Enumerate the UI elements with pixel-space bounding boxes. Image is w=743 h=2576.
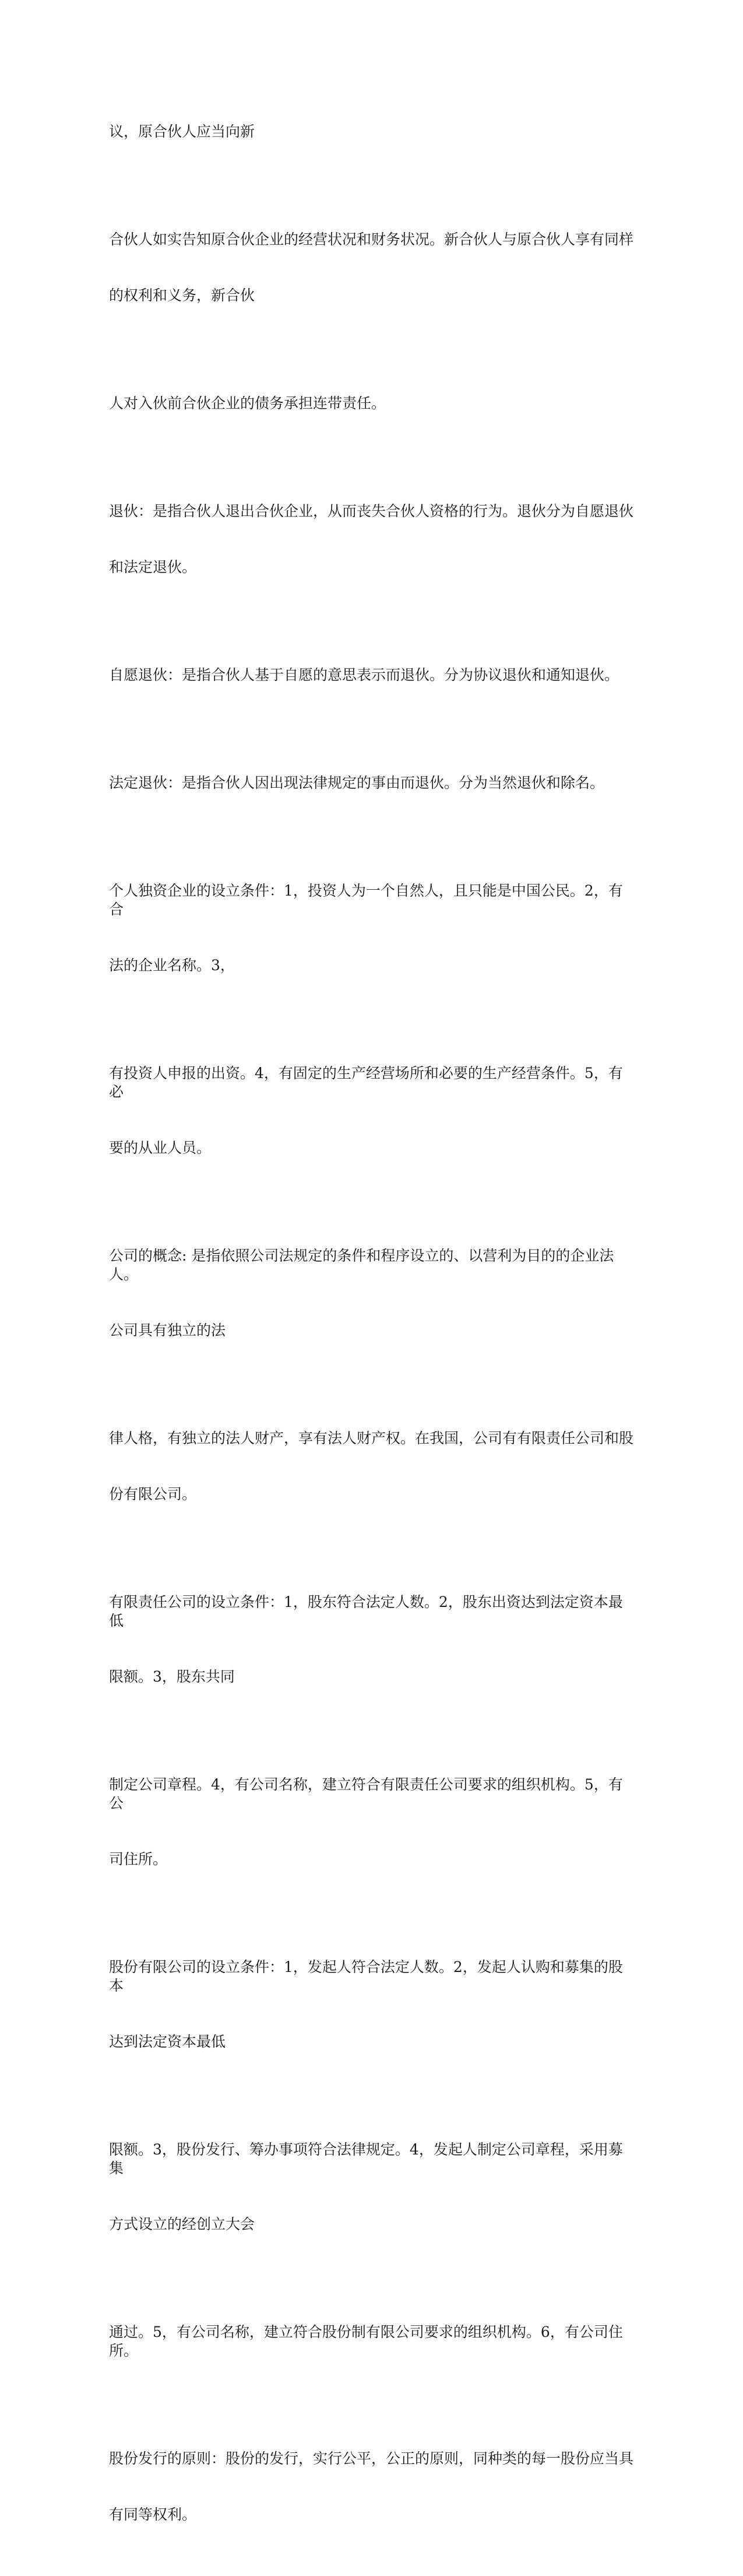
text-line: 公司具有独立的法	[109, 1322, 226, 1339]
text-line: 份有限公司。	[109, 1486, 197, 1503]
document-page	[109, 85, 633, 2576]
text-line: 限额。3，股东共同	[109, 1668, 235, 1685]
paragraph	[109, 465, 633, 614]
text-line: 方式设立的经创立大会	[109, 2216, 255, 2233]
text-line: 个人独资企业的设立条件：1，投资人为一个自然人，且只能是中国公民。2，有合	[109, 882, 623, 918]
text-line: 退伙：是指合伙人退出合伙企业，从而丧失合伙人资格的行为。退伙分为自愿退伙	[109, 503, 634, 520]
text-line: 有限责任公司的设立条件：1，股东符合法定人数。2，股东出资达到法定资本最低	[109, 1594, 623, 1629]
text-line: 公司的概念: 是指依照公司法规定的条件和程序设立的、以营利为目的的企业法人。	[109, 1247, 614, 1283]
text-line: 股份有限公司的设立条件：1，发起人符合法定人数。2，发起人认购和募集的股本	[109, 1959, 623, 1994]
paragraph	[109, 1738, 633, 1906]
text-line: 律人格，有独立的法人财产，享有法人财产权。在我国，公司有有限责任公司和股	[109, 1430, 634, 1447]
text-line: 的权利和义务，新合伙	[109, 287, 255, 304]
text-line: 制定公司章程。4，有公司名称，建立符合有限责任公司要求的组织机构。5，有公	[109, 1776, 623, 1812]
paragraph	[109, 736, 633, 830]
text-line: 议，原合伙人应当向新	[109, 123, 255, 140]
paragraph	[109, 1209, 633, 1377]
paragraph	[109, 2286, 633, 2398]
text-line: 自愿退伙：是指合伙人基于自愿的意思表示而退伙。分为协议退伙和通知退伙。	[109, 666, 619, 683]
text-line: 通过。5，有公司名称，建立符合股份制有限公司要求的组织机构。6，有公司住所。	[109, 2324, 623, 2359]
paragraph	[109, 1921, 633, 2089]
paragraph	[109, 2103, 633, 2271]
text-line: 要的从业人员。	[109, 1139, 212, 1156]
text-line: 司住所。	[109, 1851, 168, 1868]
text-line: 法定退伙：是指合伙人因出现法律规定的事由而退伙。分为当然退伙和除名。	[109, 774, 605, 791]
paragraph	[109, 1027, 633, 1195]
text-line: 有投资人申报的出资。4，有固定的生产经营场所和必要的生产经营条件。5，有必	[109, 1065, 623, 1100]
text-line: 合伙人如实告知原合伙企业的经营状况和财务状况。新合伙人与原合伙人享有同样	[109, 231, 634, 248]
text-line: 限额。3，股份发行、筹办事项符合法律规定。4，发起人制定公司章程，采用募集	[109, 2141, 623, 2177]
text-line: 有同等权利。	[109, 2506, 197, 2523]
paragraph	[109, 2412, 633, 2561]
paragraph	[109, 844, 633, 1012]
paragraph	[109, 629, 633, 722]
text-line: 法的企业名称。3，	[109, 957, 235, 974]
text-line: 人对入伙前合伙企业的债务承担连带责任。	[109, 395, 386, 412]
paragraph	[109, 1556, 633, 1724]
paragraph	[109, 1392, 633, 1541]
text-line: 达到法定资本最低	[109, 2033, 226, 2050]
paragraph	[109, 193, 633, 342]
paragraph	[109, 85, 633, 178]
text-line: 股份发行的原则：股份的发行，实行公平，公正的原则，同种类的每一股份应当具	[109, 2450, 634, 2467]
paragraph	[109, 357, 633, 450]
text-line: 和法定退伙。	[109, 559, 197, 575]
